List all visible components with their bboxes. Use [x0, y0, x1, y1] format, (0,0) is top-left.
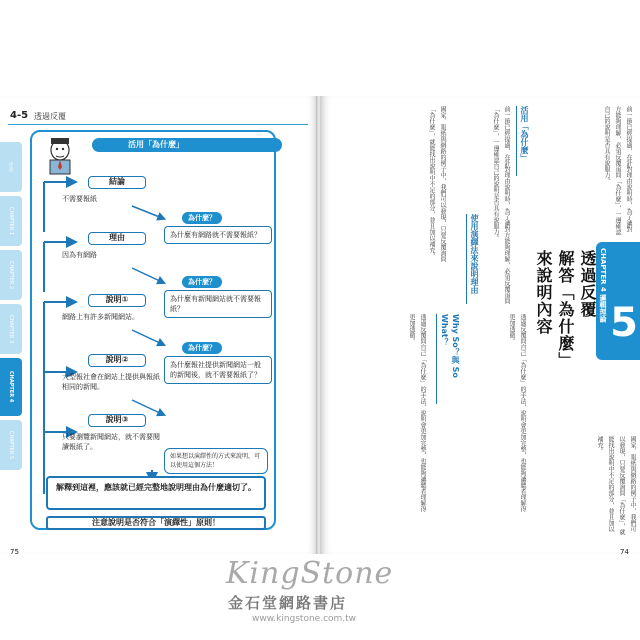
- conclusion-text: 不需要報紙: [62, 195, 97, 203]
- explain3-text: 只要瀏覽新聞網站，就不需要閱讀報紙了。: [62, 433, 160, 451]
- why-question-2: 為什麼有新聞網站就不需要報紙？: [164, 290, 272, 318]
- body-text-1b: 前一節已經提過，在針對理由說明時，為了讓對方能夠理解，必須反覆追問「為什麼」，一邊確認自己的說明是否具有說服力。: [492, 106, 510, 304]
- watermark-url: www.kingstone.com.tw: [252, 614, 357, 624]
- body-text-3b: 透過反覆問自己「為什麼」的手法，說明會更加完整，也能夠讓聽者理解得更加透徹。: [408, 314, 426, 512]
- chapter-side-tabs: [0, 142, 22, 474]
- explain1-label: 說明①: [88, 294, 146, 307]
- side-tab-ch1: CHAPTER 1: [0, 196, 22, 246]
- watermark-name: 金石堂網路書店: [228, 594, 348, 612]
- explain2-text: 大型報社會在網站上提供與報紙相同的新聞。: [62, 373, 160, 391]
- book-spread: [0, 96, 640, 554]
- explain3-label: 說明③: [88, 414, 146, 427]
- title-line-3: 來說明內容: [534, 250, 553, 335]
- side-tab-ch5: CHAPTER 5: [0, 420, 22, 470]
- chapter-badge: [596, 242, 640, 360]
- chapter-number: 5: [610, 300, 638, 346]
- reason-text: 因為有網路: [62, 251, 97, 259]
- reason-label: 理由: [88, 232, 146, 245]
- title-line-1: 透過反覆: [578, 250, 597, 318]
- why-badge-1: 為什麼？: [182, 212, 222, 224]
- left-page: [0, 96, 318, 554]
- diagram-title: 活用「為什麼」: [92, 138, 282, 152]
- right-page: [320, 96, 640, 554]
- chapter-label: CHAPTER 4 邏輯理論: [599, 248, 607, 323]
- body-text-2: 透過反覆問自己「為什麼」的手法，說明會更加完整，也能夠讓聽者理解得更加透徹。: [508, 314, 526, 512]
- body-text-3: 國家、報紙與網路的例子中，我們可以發現，只要反覆詢問「為什麼」，就能找出說明中不足的部分，並且加以補充。: [428, 106, 446, 262]
- side-tab-ch4: CHAPTER 4: [0, 358, 22, 416]
- section-number: 4-5: [10, 110, 29, 121]
- body-text-1: 前一節已經提過，在針對理由說明時，為了讓對方能夠理解，必須反覆追問「為什麼」，一邊確認自己的說明是否具有說服力。: [603, 106, 632, 235]
- body-text-4: 國家、報紙與網路的例子中，我們可以發現，只要反覆詢問「為什麼」，就能找出說明中不足的部分，並且加以補充。: [596, 436, 636, 535]
- side-tab-intro: 序章: [0, 142, 22, 192]
- why-badge-2: 為什麼？: [182, 276, 222, 288]
- header-rule: [8, 124, 308, 125]
- left-page-number: 75: [10, 548, 19, 556]
- why-question-3: 為什麼報社提供新聞網站一般的新聞後，就不需要報紙了？: [164, 356, 272, 384]
- why-question-1: 為什麼有網路就不需要報紙？: [164, 226, 272, 244]
- watermark-logo: KingStone: [226, 556, 394, 591]
- conclusion-label: 結論: [88, 176, 146, 189]
- side-tab-ch3: CHAPTER 3: [0, 304, 22, 354]
- explain1-text: 網路上有許多新聞網站。: [62, 313, 139, 321]
- final-conclusion: 解釋到這裡，應該就已經完整地說明理由為什麼適切了。: [46, 476, 266, 510]
- subhead-why-so: Why So？與 So What？: [436, 314, 461, 404]
- right-page-number: 74: [620, 548, 629, 556]
- page-title: [532, 250, 596, 426]
- tip-note: 如果想以演繹性的方式來說明，可以使用這個方法！: [164, 448, 268, 474]
- subhead-deduction: 使用演繹法來說明理由: [466, 214, 480, 304]
- explain2-label: 說明②: [88, 354, 146, 367]
- why-diagram: [30, 130, 276, 530]
- subhead-use-why: 活用「為什麼」: [516, 106, 530, 176]
- side-tab-ch2: CHAPTER 2: [0, 250, 22, 300]
- why-badge-3: 為什麼？: [182, 342, 222, 354]
- title-line-2: 解答「為什麼」: [556, 250, 575, 369]
- footer-note: 注意說明是否符合「演繹性」原則！: [46, 516, 266, 530]
- section-title: 透過反覆: [34, 112, 66, 121]
